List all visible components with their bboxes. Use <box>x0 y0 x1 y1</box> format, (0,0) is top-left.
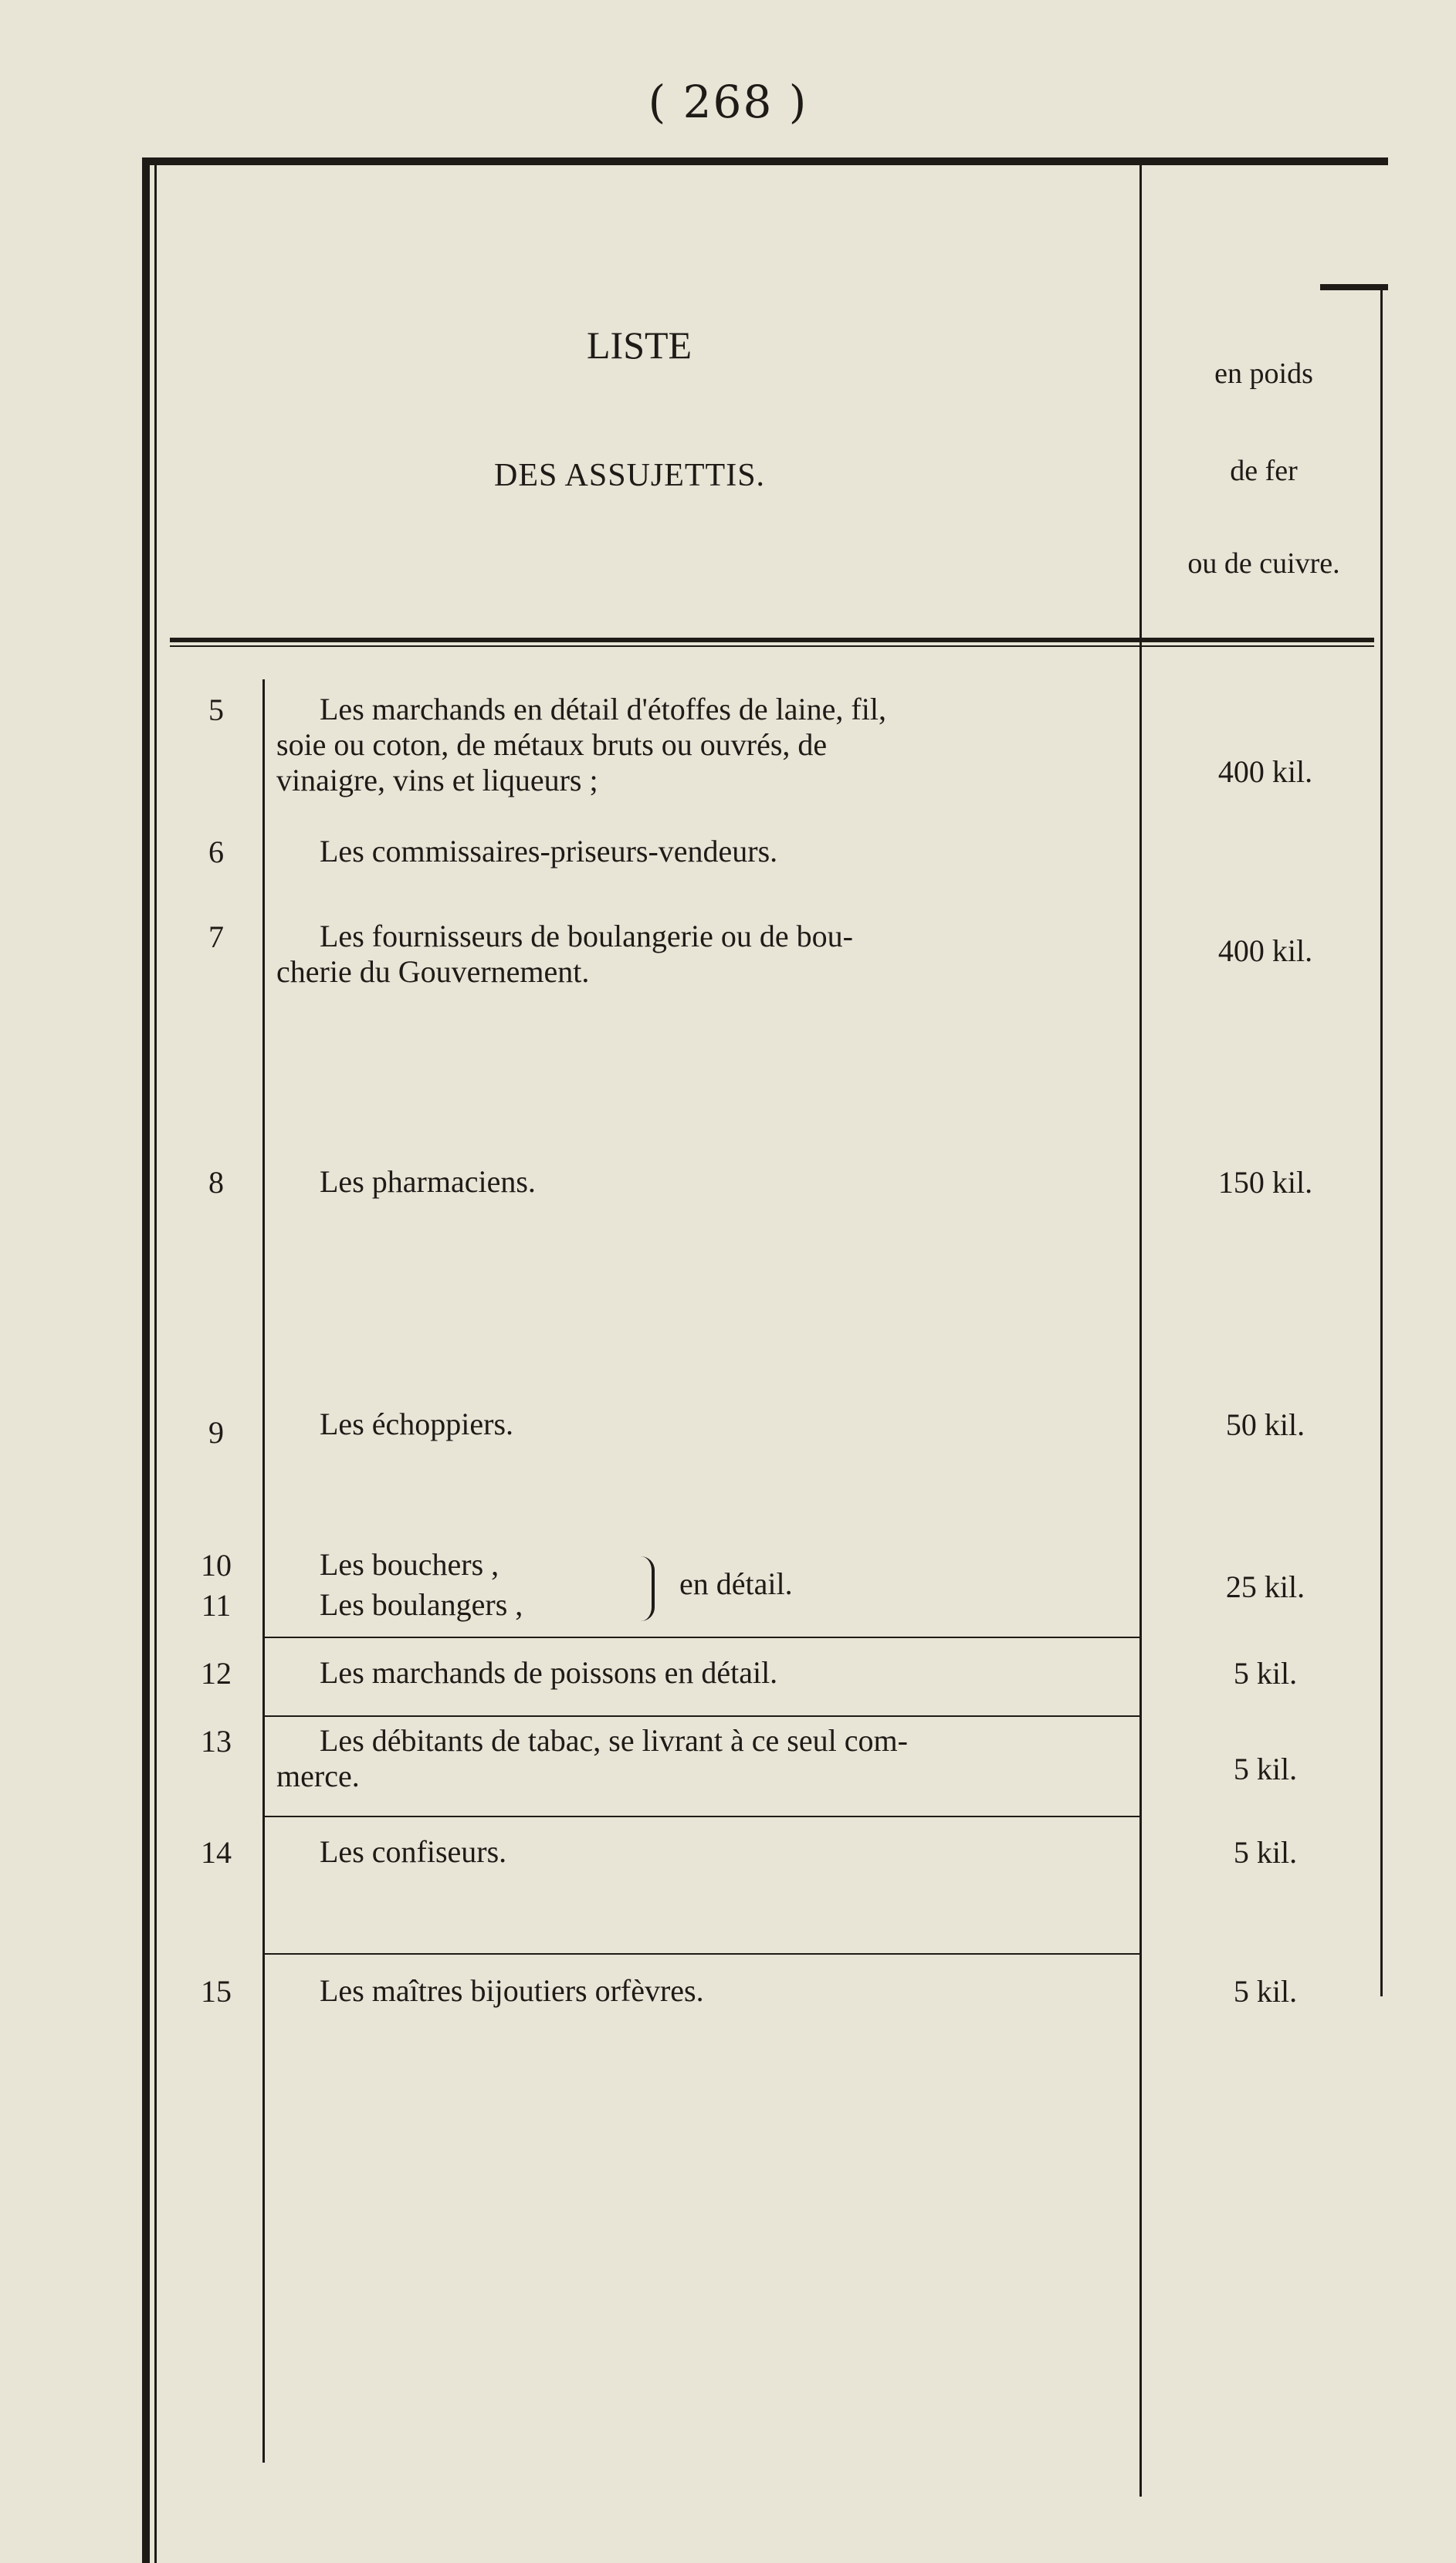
row-number: 12 <box>201 1656 232 1691</box>
row-number: 15 <box>201 1974 232 2009</box>
row-weight: 150 kil. <box>1217 1165 1313 1200</box>
row-weight: 25 kil. <box>1225 1569 1305 1604</box>
row-number: 6 <box>208 835 224 869</box>
row-description: Les marchands de poissons en détail. <box>320 1655 778 1690</box>
left-border-inner <box>154 165 157 2563</box>
weight-header-line2: de fer <box>1230 455 1298 487</box>
row-description: Les pharmaciens. <box>320 1164 536 1199</box>
row-weight: 5 kil. <box>1233 1752 1298 1786</box>
row-description: Les confiseurs. <box>320 1834 507 1869</box>
row-weight: 5 kil. <box>1233 1835 1298 1870</box>
list-subtitle: DES ASSUJETTIS. <box>494 458 766 493</box>
list-title: LISTE <box>587 323 692 367</box>
row-weight: 5 kil. <box>1233 1656 1298 1691</box>
row-description: Les bouchers , <box>320 1547 499 1582</box>
row-number: 8 <box>208 1165 224 1200</box>
row-weight: 5 kil. <box>1233 1974 1298 2009</box>
number-column-divider <box>262 679 265 2463</box>
row-number: 14 <box>201 1835 232 1870</box>
right-header-rule <box>1320 284 1388 290</box>
header-rule-thin <box>170 645 1374 647</box>
rule-row-14 <box>265 1816 1139 1817</box>
row-description: Les fournisseurs de boulangerie ou de bou- cherie du Gouvernement. <box>276 919 853 989</box>
left-border <box>142 157 150 2563</box>
rule-row-13 <box>265 1715 1139 1717</box>
row-number: 10 <box>201 1548 232 1583</box>
row-description: Les échoppiers. <box>320 1407 514 1441</box>
page-number: ( 268 ) <box>648 76 808 128</box>
top-rule <box>142 157 1388 165</box>
column-divider <box>1139 165 1142 2497</box>
row-description: Les marchands en détail d'étoffes de laine, fil, soie ou coton, de métaux bruts ou ouvrés, de vinaigre, vins et liqueurs ; <box>276 692 886 797</box>
row-number: 13 <box>201 1724 232 1759</box>
row-weight: 50 kil. <box>1225 1407 1305 1442</box>
group-note: en détail. <box>679 1566 793 1601</box>
row-description: Les boulangers , <box>320 1587 523 1622</box>
row-description: Les maîtres bijoutiers orfèvres. <box>320 1973 704 2008</box>
group-brace <box>641 1556 655 1621</box>
row-number: 11 <box>201 1588 232 1623</box>
row-number: 5 <box>208 692 224 727</box>
rule-row-12 <box>265 1637 1139 1638</box>
row-weight: 400 kil. <box>1217 933 1313 968</box>
row-description: Les débitants de tabac, se livrant à ce seul com- merce. <box>276 1723 908 1793</box>
row-number: 9 <box>208 1415 224 1450</box>
weight-header-line3: ou de cuivre. <box>1187 547 1340 580</box>
row-number: 7 <box>208 919 224 954</box>
weight-header-line1: en poids <box>1214 357 1313 390</box>
row-weight: 400 kil. <box>1217 754 1313 789</box>
header-rule <box>170 638 1374 642</box>
row-description: Les commissaires-priseurs-vendeurs. <box>320 834 778 868</box>
rule-row-15 <box>265 1953 1139 1955</box>
